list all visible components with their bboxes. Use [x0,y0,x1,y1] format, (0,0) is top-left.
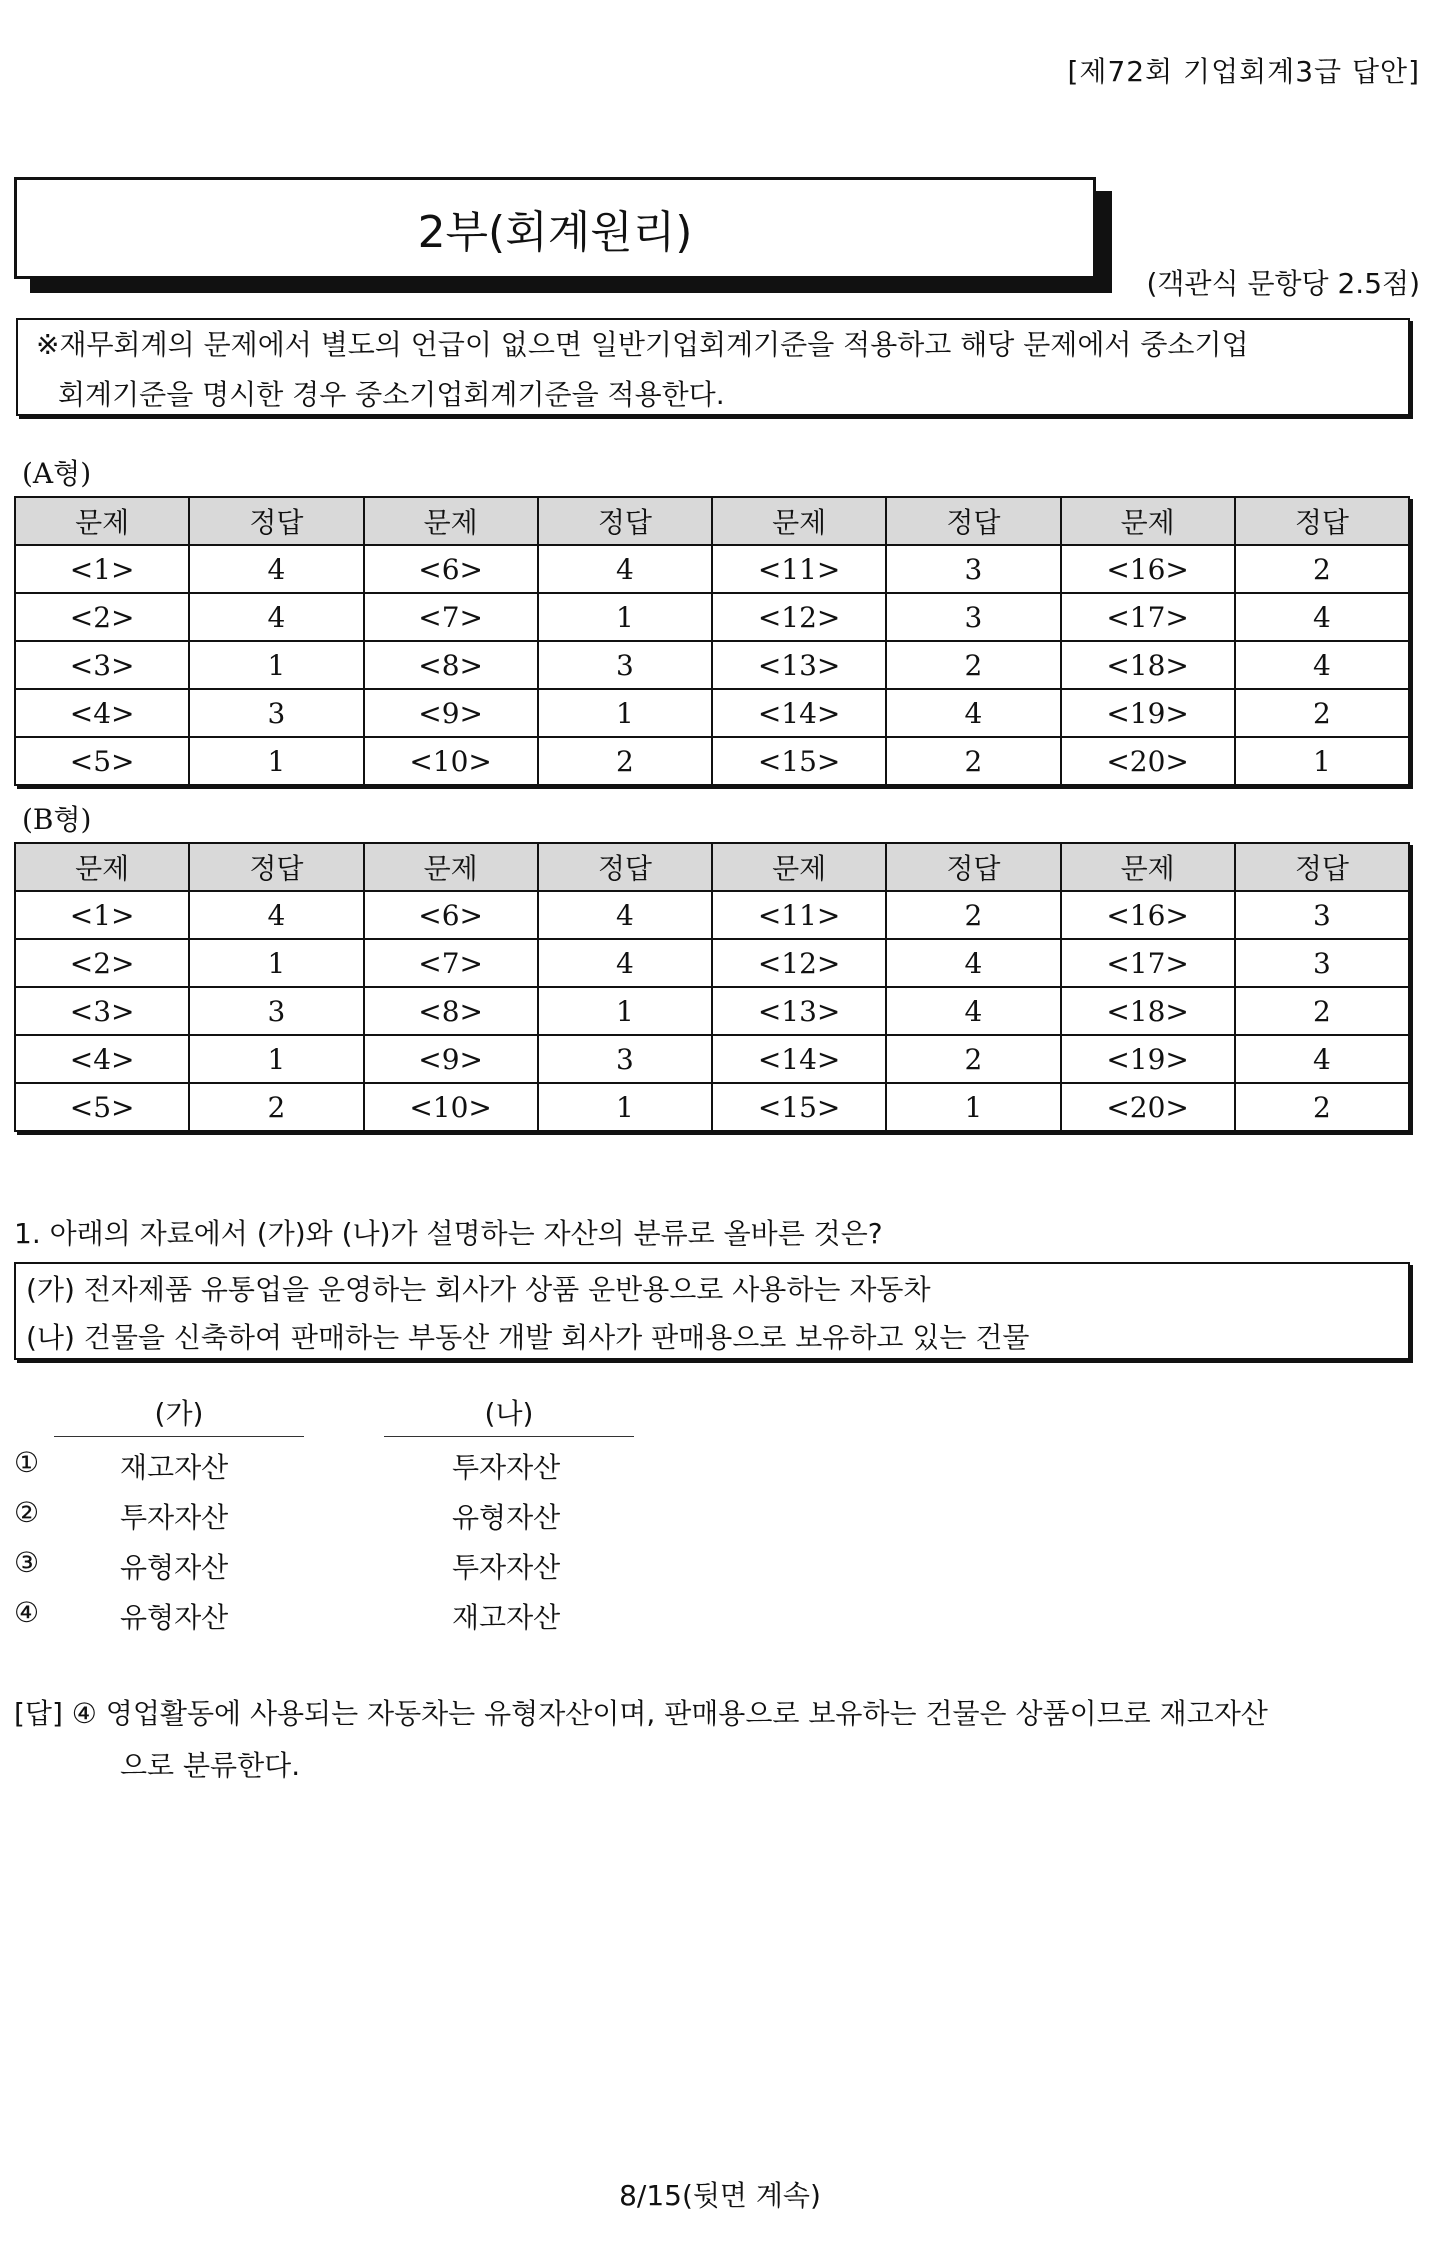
option-number: ③ [14,1546,40,1579]
answer-cell: 2 [189,1083,363,1131]
table-row [15,593,1409,641]
answer-cell: 2 [538,737,712,785]
section-title: 2부(회계원리) [14,177,1096,279]
option-na: 투자자산 [452,1551,561,1584]
column-header-na: (나) [384,1392,634,1437]
type-a-label: (A형) [22,457,92,490]
score-note: (객관식 문항당 2.5점) [1146,267,1420,300]
answer-explanation [14,1688,1268,1792]
question-number-cell: <15> [712,737,886,785]
answer-cell: 4 [886,987,1060,1035]
question-number-cell: <12> [712,939,886,987]
question-number-cell: <9> [364,1035,538,1083]
answer-cell: 4 [1235,641,1409,689]
question-number-cell: <16> [1061,545,1235,593]
answer-cell: 4 [1235,593,1409,641]
question-number-cell: <14> [712,1035,886,1083]
question-number-cell: <14> [712,689,886,737]
question-data-box [14,1262,1410,1360]
answer-cell: 2 [886,891,1060,939]
answer-cell: 2 [1235,545,1409,593]
question-number-cell: <13> [712,987,886,1035]
header-cell: 문제 [364,497,538,545]
answer-cell: 3 [538,641,712,689]
question-number-cell: <10> [364,737,538,785]
column-header-ga: (가) [54,1392,304,1437]
answer-cell: 1 [886,1083,1060,1131]
answer-cell: 1 [538,593,712,641]
answer-cell: 4 [189,545,363,593]
answer-cell: 3 [538,1035,712,1083]
table-row [15,1035,1409,1083]
question-number-cell: <15> [712,1083,886,1131]
table-row [15,891,1409,939]
question-number-cell: <20> [1061,1083,1235,1131]
question-number-cell: <8> [364,641,538,689]
answer-cell: 4 [538,545,712,593]
question-number-cell: <1> [15,545,189,593]
question-number-cell: <7> [364,939,538,987]
header-cell: 정답 [538,497,712,545]
type-b-label: (B형) [22,803,92,836]
answer-table-b [14,842,1410,1132]
data-line-na: (나) 건물을 신축하여 판매하는 부동산 개발 회사가 판매용으로 보유하고 있는 건물 [26,1321,1030,1354]
question-number-cell: <19> [1061,1035,1235,1083]
data-line-ga: (가) 전자제품 유통업을 운영하는 회사가 상품 운반용으로 사용하는 자동차 [26,1273,931,1306]
answer-cell: 3 [189,689,363,737]
header-cell: 정답 [538,843,712,891]
answer-cell: 2 [1235,1083,1409,1131]
option-number: ② [14,1496,40,1529]
table-row [15,545,1409,593]
answer-cell: 1 [189,939,363,987]
answer-cell: 1 [189,737,363,785]
question-number-cell: <3> [15,641,189,689]
answer-cell: 4 [1235,1035,1409,1083]
answer-cell: 3 [886,545,1060,593]
table-row [15,641,1409,689]
answer-cell: 2 [886,737,1060,785]
question-number-cell: <18> [1061,641,1235,689]
answer-cell: 2 [1235,689,1409,737]
answer-cell: 4 [886,689,1060,737]
option-na: 재고자산 [452,1601,561,1634]
question-number-cell: <13> [712,641,886,689]
question-number-cell: <2> [15,939,189,987]
option-ga: 투자자산 [120,1501,229,1534]
option-number: ④ [14,1596,40,1629]
question-number-cell: <4> [15,689,189,737]
question-number-cell: <6> [364,545,538,593]
header-cell: 문제 [1061,843,1235,891]
question-number-cell: <9> [364,689,538,737]
answer-cell: 2 [1235,987,1409,1035]
answer-cell: 4 [538,939,712,987]
header-cell: 정답 [886,497,1060,545]
answer-cell: 1 [1235,737,1409,785]
answer-cell: 2 [886,641,1060,689]
header-cell: 문제 [15,497,189,545]
option-ga: 유형자산 [120,1601,229,1634]
header-cell: 정답 [1235,497,1409,545]
question-number-cell: <17> [1061,939,1235,987]
answer-cell: 4 [538,891,712,939]
option-ga: 재고자산 [120,1451,229,1484]
answer-cell: 2 [886,1035,1060,1083]
page-footer: 8/15(뒷면 계속) [619,2179,821,2212]
option-na: 유형자산 [452,1501,561,1534]
answer-cell: 3 [189,987,363,1035]
question-number-cell: <19> [1061,689,1235,737]
header-cell: 정답 [1235,843,1409,891]
table-header-row [15,497,1409,545]
answer-cell: 3 [886,593,1060,641]
question-number-cell: <11> [712,891,886,939]
question-number-cell: <1> [15,891,189,939]
header-cell: 문제 [15,843,189,891]
answer-line-2: 으로 분류한다. [120,1749,301,1782]
answer-cell: 1 [538,1083,712,1131]
table-row [15,1083,1409,1131]
header-cell: 정답 [189,843,363,891]
question-number-cell: <4> [15,1035,189,1083]
answer-cell: 3 [1235,891,1409,939]
table-row [15,689,1409,737]
header-cell: 정답 [886,843,1060,891]
question-number-cell: <12> [712,593,886,641]
option-na: 투자자산 [452,1451,561,1484]
question-number-cell: <7> [364,593,538,641]
answer-cell: 1 [538,987,712,1035]
notice-line-1: ※재무회계의 문제에서 별도의 언급이 없으면 일반기업회계기준을 적용하고 해당 문제에서 중소기업 [36,328,1249,361]
table-row [15,987,1409,1035]
question-number-cell: <6> [364,891,538,939]
question-number-cell: <3> [15,987,189,1035]
answer-cell: 4 [886,939,1060,987]
answer-line-1: [답] ④ 영업활동에 사용되는 자동차는 유형자산이며, 판매용으로 보유하는 건물은 상품이므로 재고자산 [14,1697,1268,1730]
question-number-cell: <10> [364,1083,538,1131]
answer-cell: 1 [189,1035,363,1083]
question-number-cell: <5> [15,737,189,785]
exam-header: [제72회 기업회계3급 답안] [1067,55,1420,88]
question-number-cell: <8> [364,987,538,1035]
notice-line-2: 회계기준을 명시한 경우 중소기업회계기준을 적용한다. [58,378,725,411]
option-number: ① [14,1446,40,1479]
notice-box [16,318,1410,416]
header-cell: 문제 [364,843,538,891]
table-header-row [15,843,1409,891]
table-row [15,737,1409,785]
header-cell: 문제 [1061,497,1235,545]
option-ga: 유형자산 [120,1551,229,1584]
answer-cell: 1 [538,689,712,737]
question-number-cell: <5> [15,1083,189,1131]
answer-cell: 4 [189,593,363,641]
header-cell: 문제 [712,843,886,891]
answer-cell: 1 [189,641,363,689]
answer-table-a [14,496,1410,786]
question-text: 1. 아래의 자료에서 (가)와 (나)가 설명하는 자산의 분류로 올바른 것은? [14,1217,883,1250]
header-cell: 정답 [189,497,363,545]
question-number-cell: <2> [15,593,189,641]
table-row [15,939,1409,987]
question-number-cell: <16> [1061,891,1235,939]
question-number-cell: <20> [1061,737,1235,785]
answer-cell: 3 [1235,939,1409,987]
header-cell: 문제 [712,497,886,545]
question-number-cell: <17> [1061,593,1235,641]
answer-cell: 4 [189,891,363,939]
question-number-cell: <11> [712,545,886,593]
question-number-cell: <18> [1061,987,1235,1035]
